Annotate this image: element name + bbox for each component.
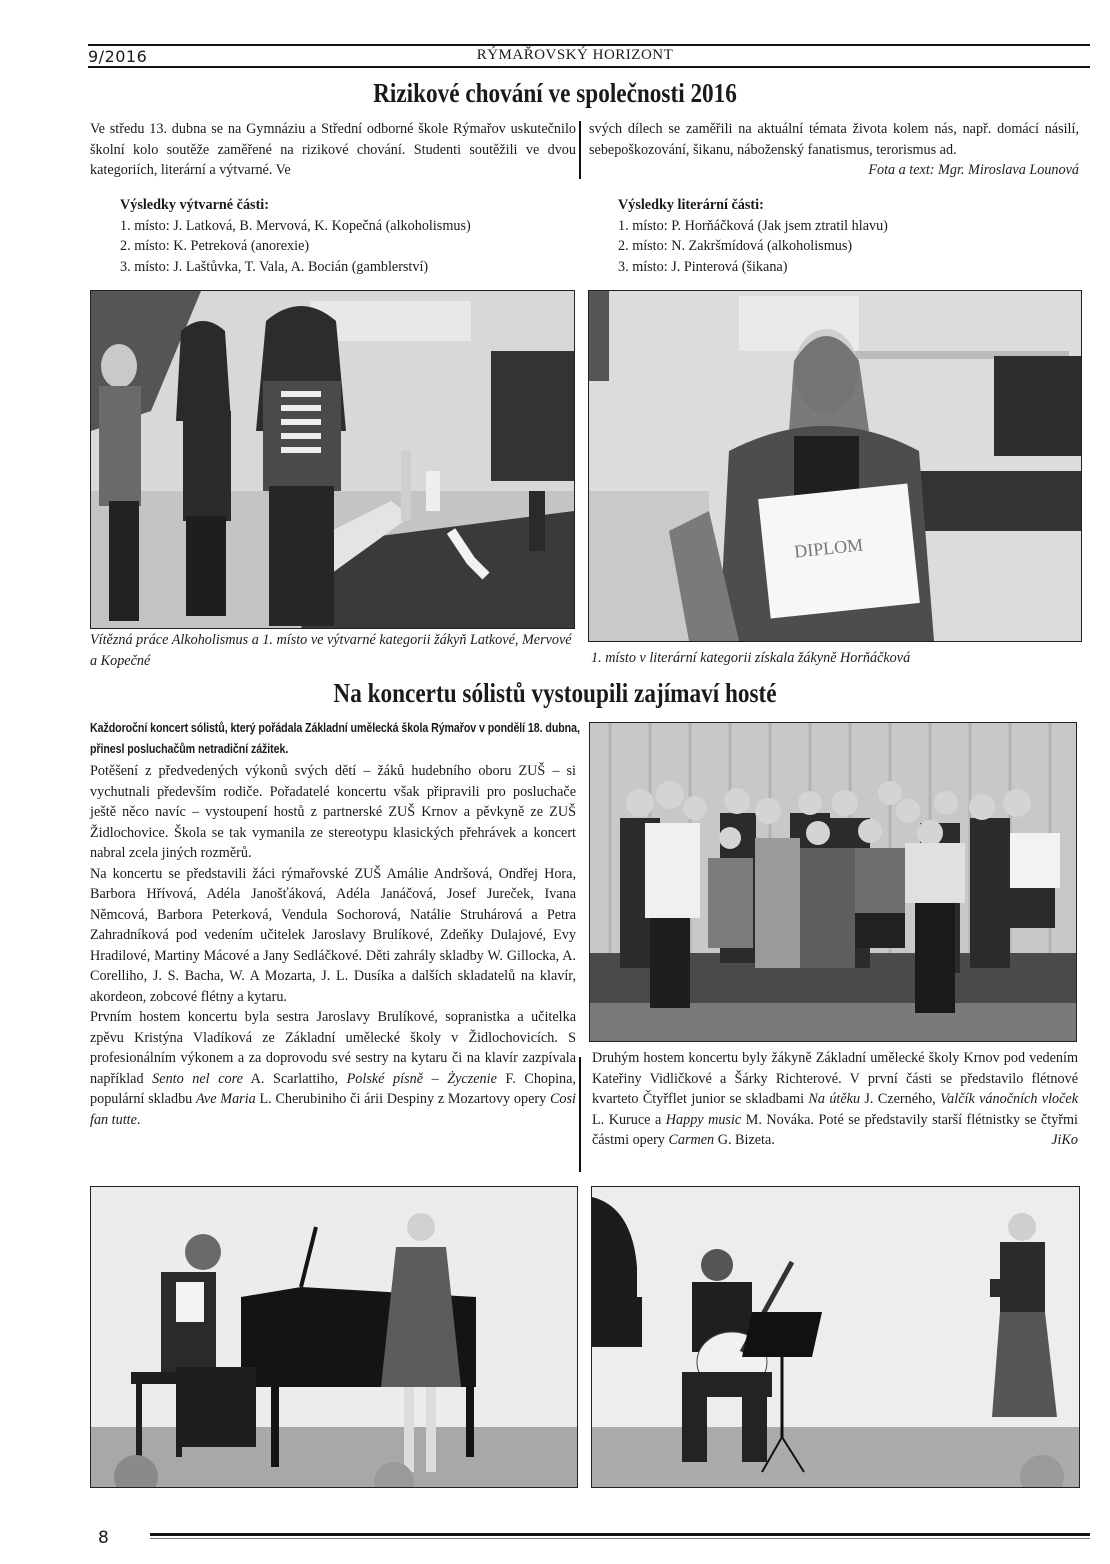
article2-paragraph-3: Prvním hostem koncertu byla sestra Jaroslavy Brulíkové, sopranistka a učitelka zpěvu Kristýna Vladíková ze Základní umělecké školy v Židlochovicích. S profesionálním výkonem a za doprovodu své sestry na kytaru či na klavír zazpívala například Sento nel core A. Scarlattiho, Polské písně – Życzenie F. Chopina, populární skladbu Ave Maria L. Cherubiniho či árii Despiny z Mozartovy opery Cosi fan tutte. bbox=[90, 1009, 576, 1128]
article1-headline: Rizikové chování ve společnosti 2016 bbox=[373, 78, 737, 108]
results-art-section bbox=[120, 195, 580, 277]
article2-headline: Na koncertu sólistů vystoupili zajímaví hosté bbox=[333, 678, 777, 708]
column-divider bbox=[579, 1057, 581, 1172]
photo-piano-singer bbox=[90, 1186, 578, 1488]
photo1-caption: Vítězná práce Alkoholismus a 1. místo ve výtvarné kategorii žákyň Latkové, Mervové a Kopečné bbox=[90, 632, 572, 669]
article2-lead: Každoroční koncert sólistů, který pořádala Základní umělecká škola Rýmařov v pondělí 18. dubna, přinesl posluchačům netradiční zážitek. bbox=[90, 720, 580, 756]
photo-guitar-singer bbox=[591, 1186, 1080, 1488]
results-lit-heading: Výsledky literární části: bbox=[618, 197, 764, 213]
results-art-item: 1. místo: J. Latková, B. Mervová, K. Kopečná (alkoholismus) bbox=[120, 217, 471, 234]
photo-artwork-winners bbox=[90, 290, 575, 629]
page-number: 8 bbox=[98, 1528, 109, 1548]
photo-piano-singer-image bbox=[91, 1187, 577, 1487]
column-divider bbox=[579, 121, 581, 179]
results-art-heading: Výsledky výtvarné části: bbox=[120, 197, 269, 213]
photo-credit: Fota a text: Mgr. Miroslava Lounová bbox=[868, 162, 1079, 178]
article2-paragraph-1: Potěšení z předvedených výkonů svých dětí – žáků hudebního oboru ZUŠ – si vychutnali především rodiče. Pořadatelé koncertu však připravili pro posluchače ještě něco navíc – vystoupení hostů z partnerské ZUŠ Krnov a pěvkyně ze ZUŠ Židlochovice. Škola se tak vymanila ze stereotypu klasických přehrávek a koncert nabral zcela jiných rozměrů. bbox=[90, 763, 576, 861]
opera-title: Carmen bbox=[668, 1132, 715, 1148]
results-lit-item: 3. místo: J. Pinterová (šikana) bbox=[618, 258, 788, 275]
results-lit-section bbox=[618, 195, 1078, 277]
photo-literary-winner-image bbox=[589, 291, 1081, 641]
photo-literary-winner bbox=[588, 290, 1082, 642]
article1-intro: Ve středu 13. dubna se na Gymnáziu a Střední odborné škole Rýmařov uskutečnilo školní kolo soutěže zaměřené na rizikové chování. Studenti soutěžili ve dvou kategoriích, literární a výtvarné. Ve bbox=[90, 121, 576, 178]
footer-rule-thin bbox=[150, 1538, 1090, 1539]
song-title: Na útěku bbox=[808, 1091, 861, 1107]
header-bottom-rule bbox=[88, 66, 1090, 68]
results-art-item: 2. místo: K. Petreková (anorexie) bbox=[120, 238, 310, 254]
issue-number: 9/2016 bbox=[88, 47, 148, 66]
results-art-item: 3. místo: J. Laštůvka, T. Vala, A. Bocián (gamblerství) bbox=[120, 258, 429, 275]
results-lit-item: 2. místo: N. Zakršmídová (alkoholismus) bbox=[618, 238, 853, 254]
article2-col2-text bbox=[592, 1048, 1078, 1151]
diploma-text: DIPLOM bbox=[793, 534, 865, 562]
song-title: Polské písně – Życzenie bbox=[346, 1070, 497, 1087]
article1-continuation: svých dílech se zaměřili na aktuální témata života kolem nás, např. domácí násilí, sebepoškozování, šikanu, náboženský fanatismus, terorismus ad. bbox=[589, 121, 1079, 158]
article1-col2-text bbox=[589, 119, 1079, 181]
header-top-rule bbox=[88, 44, 1090, 46]
photo-group-performers bbox=[589, 722, 1077, 1042]
publication-title: RÝMAŘOVSKÝ HORIZONT bbox=[476, 47, 674, 63]
results-lit-item: 1. místo: P. Horňáčková (Jak jsem ztratil hlavu) bbox=[618, 217, 888, 234]
article2-col1-text bbox=[90, 761, 576, 1130]
song-title: Sento nel core bbox=[152, 1070, 243, 1087]
photo2-caption: 1. místo v literární kategorii získala žákyně Horňáčková bbox=[591, 650, 911, 666]
song-title: Valčík vánočních vloček bbox=[940, 1091, 1078, 1107]
photo-artwork-winners-image bbox=[91, 291, 574, 628]
song-title: Ave Maria bbox=[196, 1091, 256, 1107]
author-signature: JiKo bbox=[1051, 1132, 1078, 1148]
opera-title: Cosi fan tutte bbox=[90, 1091, 576, 1128]
footer-rule bbox=[150, 1533, 1090, 1536]
song-title: Happy music bbox=[665, 1111, 742, 1128]
article2-paragraph-2: Na koncertu se představili žáci rýmařovské ZUŠ Amálie Andršová, Ondřej Hora, Barbora Hřívová, Adéla Janošťáková, Adéla Janáčová, Josef Jureček, Ivana Němcová, Barbora Peterková, Vendula Sochorová, Natálie Struhárová a Petra Zahradníková pod vedením učitelek Jaroslavy Brulíkové, Zdeňky Dulajové, Evy Hradilové, Martiny Mácové a Jany Sedláčkové. Děti zahrály skladby W. Gillocka, A. Corelliho, J. S. Bacha, W. A Mozarta, J. L. Dusíka a dalších skladatelů na klavír, akordeon, zobcové flétny a kytaru. bbox=[90, 865, 576, 1005]
photo-guitar-singer-image bbox=[592, 1187, 1079, 1487]
article2-paragraph-4: Druhým hostem koncertu byly žákyně Základní umělecké školy Krnov pod vedením Kateřiny Vidličkové a Šárky Richterové. V první části se představilo flétnové kvarteto Čtyřflet junior se skladbami Na útěku J. Czerného, Valčík vánočních vloček L. Kuruce a Happy music M. Nováka. Poté se představily starší flétnistky se čtyřmi částmi opery Carmen G. Bizeta. JiKo bbox=[592, 1048, 1078, 1151]
photo-group-performers-image bbox=[590, 723, 1076, 1041]
article1-col1-text bbox=[90, 119, 576, 181]
